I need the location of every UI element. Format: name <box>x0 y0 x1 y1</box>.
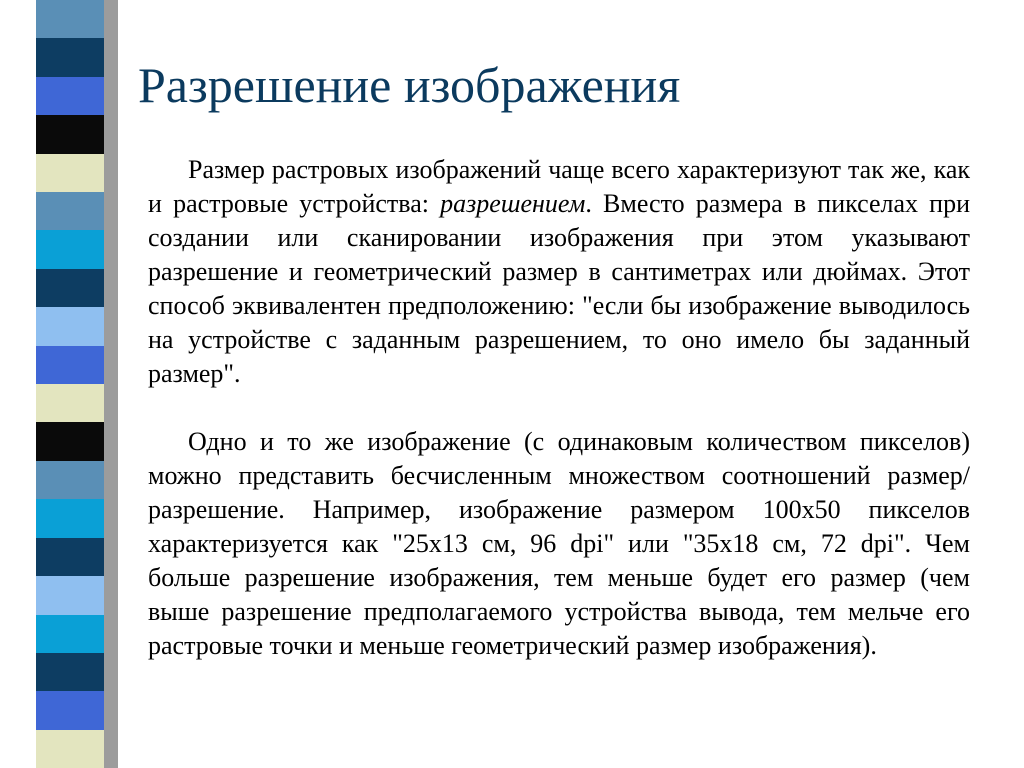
stripe-block <box>36 115 104 153</box>
stripe-block <box>36 461 104 499</box>
stripe-block <box>36 615 104 653</box>
stripe-block <box>36 576 104 614</box>
slide-title: Разрешение изображения <box>138 57 681 113</box>
paragraph-size-resolution-ratio: Одно и то же изображение (с одинаковым количеством пикселов) можно представить бесчисленным множеством соотношений размер/разрешение. Например, изображение размером 100х50 пикселов характеризуется как "25х13 см, 96 dpi" или "35х18 см, 72 dpi". Чем больше разрешение изображения, тем меньше будет его размер (чем выше разрешение предполагаемого устройства вывода, тем мельче его растровые точки и меньше геометрический размер изображения). <box>148 427 970 660</box>
stripe-shadow <box>104 0 118 768</box>
paragraph-resolution-definition <box>148 153 970 391</box>
stripe-block <box>36 691 104 729</box>
decorative-stripe-column <box>36 0 104 768</box>
stripe-block <box>36 192 104 230</box>
resolution-term: разрешением <box>440 189 586 218</box>
stripe-block <box>36 307 104 345</box>
stripe-block <box>36 384 104 422</box>
stripe-block <box>36 538 104 576</box>
stripe-block <box>36 346 104 384</box>
paragraph-1-text-start: Размер растровых изображений чаще всего характеризуют так же, как и растровые устройства: <box>148 155 970 218</box>
stripe-block <box>36 77 104 115</box>
stripe-block <box>36 0 104 38</box>
stripe-block <box>36 653 104 691</box>
stripe-block <box>36 730 104 768</box>
stripe-block <box>36 230 104 268</box>
stripe-block <box>36 422 104 460</box>
slide-body <box>148 153 970 663</box>
paragraph-1-text-end: . Вместо размера в пикселах при создании или сканировании изображения при этом указывают разрешение и геометрический размер в сантиметрах или дюймах. Этот способ эквивалентен предположению: "если бы изображение выводилось на устройстве с заданным разрешением, то оно имело бы заданный размер". <box>148 189 970 388</box>
stripe-block <box>36 499 104 537</box>
stripe-block <box>36 38 104 76</box>
stripe-block <box>36 154 104 192</box>
stripe-block <box>36 269 104 307</box>
